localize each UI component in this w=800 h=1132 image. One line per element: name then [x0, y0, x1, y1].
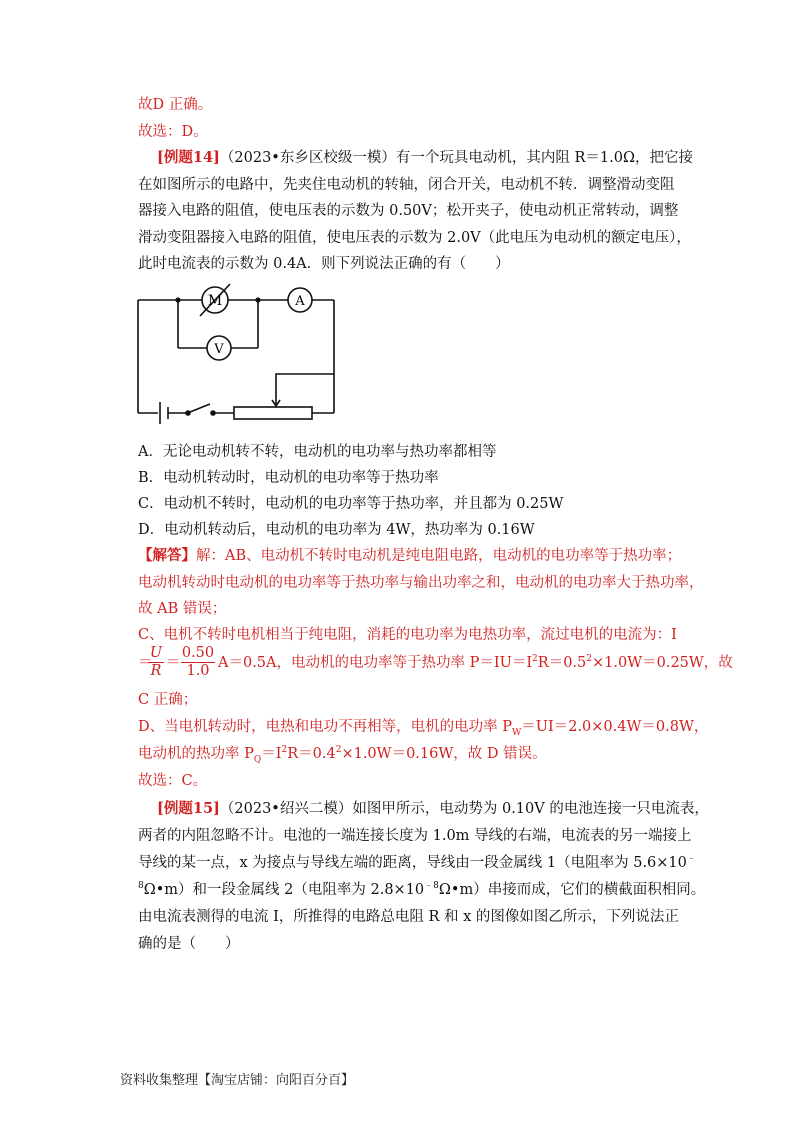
ex15-line-2: 两者的内阻忽略不计。电池的一端连接长度为 1.0m 导线的右端，电流表的另一端接上: [138, 828, 692, 844]
answer-line-7: D、当电机转动时，电热和电功不再相等，电机的电功率 $P_W=UI=2.0\times 0.4W=0.8W$，: [138, 719, 709, 738]
eq-rest: A＝0.5A，电动机的电功率等于热功率 $P=IU=I^2R=0.5^2\times 1.0W=0.25W$，故: [218, 654, 733, 671]
ex15-line-6: 确的是（ ）: [138, 936, 240, 952]
ex14-line-4: 滑动变阻器接入电路的阻值，使电压表的示数为 2.0V（此电压为电动机的额定电压），: [138, 230, 691, 246]
answer-line-3: 故 AB 错误；: [138, 601, 227, 617]
circuit-diagram: [130, 278, 350, 428]
eq-mid: ＝: [166, 655, 181, 671]
fraction-values: $\frac{0.50}{1.0}$: [181, 645, 215, 679]
ammeter-label: A: [295, 294, 305, 309]
ex15-line-5: 由电流表测得的电流 I，所推得的电路总电阻 R 和 x 的图像如图乙所示，下列说法正: [138, 909, 679, 925]
ex15-line-4: $^8$Ω•m）和一段金属线 2（电阻率为 $2.8\times 10^{﹣8}\Omega•m$）串接而成，它们的横截面积相同。: [138, 881, 706, 898]
prev-conclusion: 故D 正确。: [138, 97, 213, 113]
answer-tag: 【解答】: [138, 547, 196, 564]
ex15-line-3: 导线的某一点，x 为接点与导线左端的距离，导线由一段金属线 1（电阻率为 5.6×10﹣: [138, 854, 696, 871]
ex14-line-1: [例题14]（2023•东乡区校级一模）有一个玩具电动机，其内阻 R＝1.0Ω，把它接: [157, 149, 693, 166]
page-footer: 资料收集整理【淘宝店铺：向阳百分百】: [120, 1073, 355, 1088]
answer-line-6: C 正确；: [138, 692, 198, 708]
answer-line-2: 电动机转动时电动机的电功率等于热功率与输出功率之和，电动机的电功率大于热功率，: [138, 575, 704, 591]
prev-answer: 故选：D。: [138, 124, 208, 140]
ex15-tag: [例题15]: [157, 800, 220, 817]
ex14-final-answer: 故选：C。: [138, 773, 208, 789]
ex14-line-2: 在如图所示的电路中，先夹住电动机的转轴，闭合开关，电动机不转．调整滑动变阻: [138, 177, 675, 193]
motor-label: M: [207, 293, 223, 309]
answer-line-8: 电动机的热功率 $P_Q=I^2R=0.4^2\times 1.0W=0.16W$，故 D 错误。: [138, 745, 547, 765]
option-d: D．电动机转动后，电动机的电功率为 4W，热功率为 0.16W: [138, 522, 535, 538]
option-b: B．电动机转动时，电动机的电功率等于热功率: [138, 470, 439, 486]
option-c: C．电动机不转时，电动机的电功率等于热功率，并且都为 0.25W: [138, 496, 564, 512]
ex14-line-5: 此时电流表的示数为 0.4A．则下列说法正确的有（ ）: [138, 256, 510, 272]
eq-prefix: ＝: [138, 655, 153, 671]
ex14-tag: [例题14]: [157, 149, 220, 166]
fraction-u-r: $\frac{U}{R}$: [149, 645, 163, 679]
voltmeter-label: V: [214, 342, 224, 357]
answer-line-4: C、电机不转时电机相当于纯电阻，消耗的电功率为电热功率，流过电机的电流为：I: [138, 627, 677, 643]
option-a: A．无论电动机转不转，电动机的电功率与热功率都相等: [138, 444, 497, 460]
answer-line-1: 【解答】解：AB、电动机不转时电动机是纯电阻电路，电动机的电功率等于热功率；: [138, 547, 682, 564]
ex14-line-3: 器接入电路的阻值，使电压表的示数为 0.50V；松开夹子，使电动机正常转动，调整: [138, 203, 679, 219]
ex15-line-1: [例题15]（2023•绍兴二模）如图甲所示，电动势为 0.10V 的电池连接一只电流表，: [157, 800, 709, 817]
